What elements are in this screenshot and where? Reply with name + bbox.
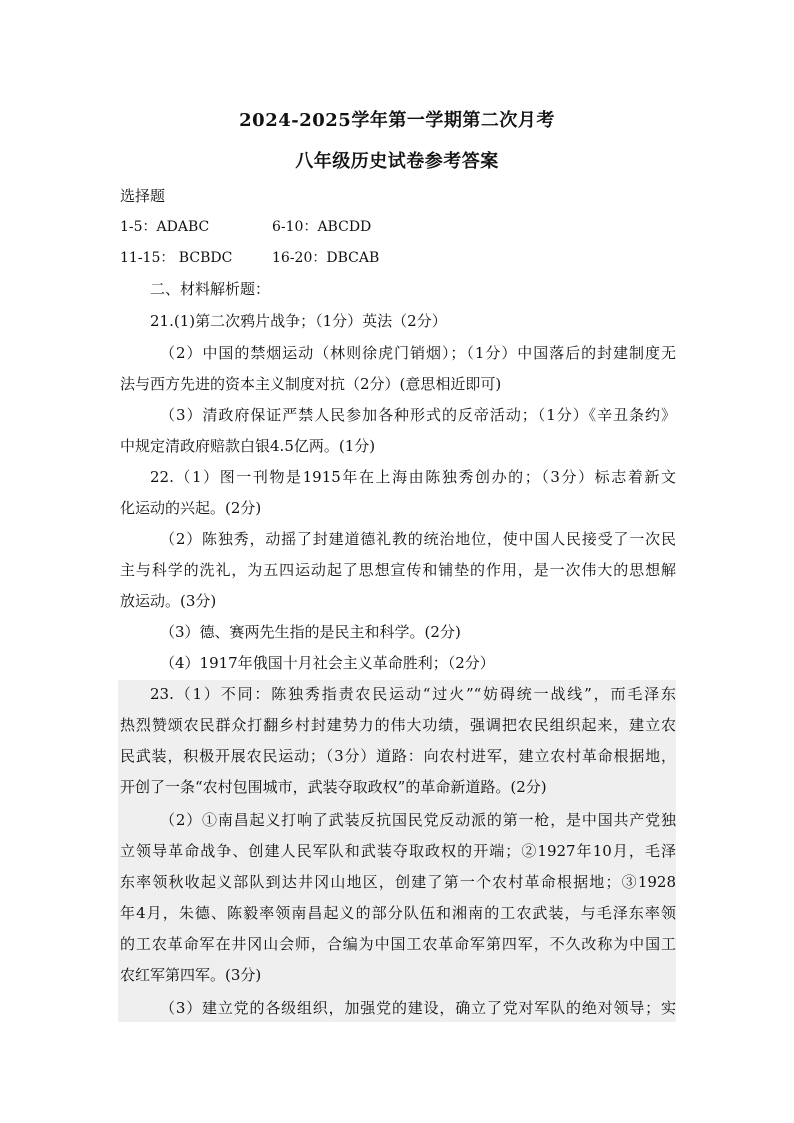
q21-line-5: 中规定清政府赔款白银4.5亿两。(1分): [120, 437, 376, 455]
q21-line-3: 法与西方先进的资本主义制度对抗（2分）(意思相近即可): [120, 375, 502, 393]
q23-line-5: （2）①南昌起义打响了武装反抗国民党反动派的第一枪，是中国共产党独: [160, 811, 676, 829]
answer-range-16-20: 16-20：DBCAB: [272, 250, 380, 266]
q22-line-7: （4）1917年俄国十月社会主义革命胜利；（2分）: [160, 654, 495, 672]
q23-line-10: 农红军第四军。(3分): [120, 966, 262, 984]
q23-line-8: 年4月，朱德、陈毅率领南昌起义的部分队伍和湘南的工农武装，与毛泽东率领: [120, 904, 676, 922]
q23-line-2: 热烈赞颂农民群众打翻乡村封建势力的伟大功绩，强调把农民组织起来，建立农: [120, 716, 676, 734]
q21-line-1: 21.(1)第二次鸦片战争；（1分）英法（2分）: [150, 312, 447, 330]
q22-line-5: 放运动。(3分): [120, 592, 217, 610]
q21-line-2: （2）中国的禁烟运动（林则徐虎门销烟）；（1分）中国落后的封建制度无: [160, 344, 676, 362]
q23-line-9: 的工农革命军在井冈山会师，合编为中国工农革命军第四军，不久改称为中国工: [120, 935, 676, 953]
q22-line-1: 22.（1）图一刊物是1915年在上海由陈独秀创办的；（3分）标志着新文: [150, 468, 676, 486]
q22-line-4: 主与科学的洗礼，为五四运动起了思想宣传和铺垫的作用，是一次伟大的思想解: [120, 561, 676, 579]
answer-range-11-15: 11-15： BCBDC: [120, 250, 233, 266]
q23-line-11: （3）建立党的各级组织，加强党的建设，确立了党对军队的绝对领导；实: [160, 999, 676, 1017]
document-title: 2024-2025学年第一学期第二次月考: [239, 110, 555, 131]
answer-range-1-5: 1-5：ADABC: [120, 219, 210, 235]
q23-line-6: 立领导革命战争、创建人民军队和武装夺取政权的开端；②1927年10月，毛泽: [120, 842, 676, 860]
q22-line-6: （3）德、赛两先生指的是民主和科学。(2分): [160, 623, 461, 641]
q23-line-7: 东率领秋收起义部队到达井冈山地区，创建了第一个农村革命根据地；③1928: [120, 873, 676, 891]
q22-line-3: （2）陈独秀，动摇了封建道德礼教的统治地位，使中国人民接受了一次民: [160, 530, 676, 548]
section-material-label: 二、材料解析题：: [150, 280, 271, 298]
q21-line-4: （3）清政府保证严禁人民参加各种形式的反帝活动；（1分）《辛丑条约》: [160, 406, 676, 424]
q23-line-1: 23.（1）不同：陈独秀指责农民运动“过火”“妨碍统一战线”，而毛泽东: [150, 685, 676, 703]
q23-line-3: 民武装，积极开展农民运动；（3分）道路：向农村进军，建立农村革命根据地，: [120, 747, 676, 765]
answer-range-6-10: 6-10：ABCDD: [272, 219, 372, 235]
section-choice-label: 选择题: [120, 187, 166, 205]
q22-line-2: 化运动的兴起。(2分): [120, 499, 262, 517]
document-subtitle: 八年级历史试卷参考答案: [295, 151, 499, 172]
q23-line-4: 开创了一条“农村包围城市，武装夺取政权”的革命新道路。(2分): [120, 778, 547, 796]
